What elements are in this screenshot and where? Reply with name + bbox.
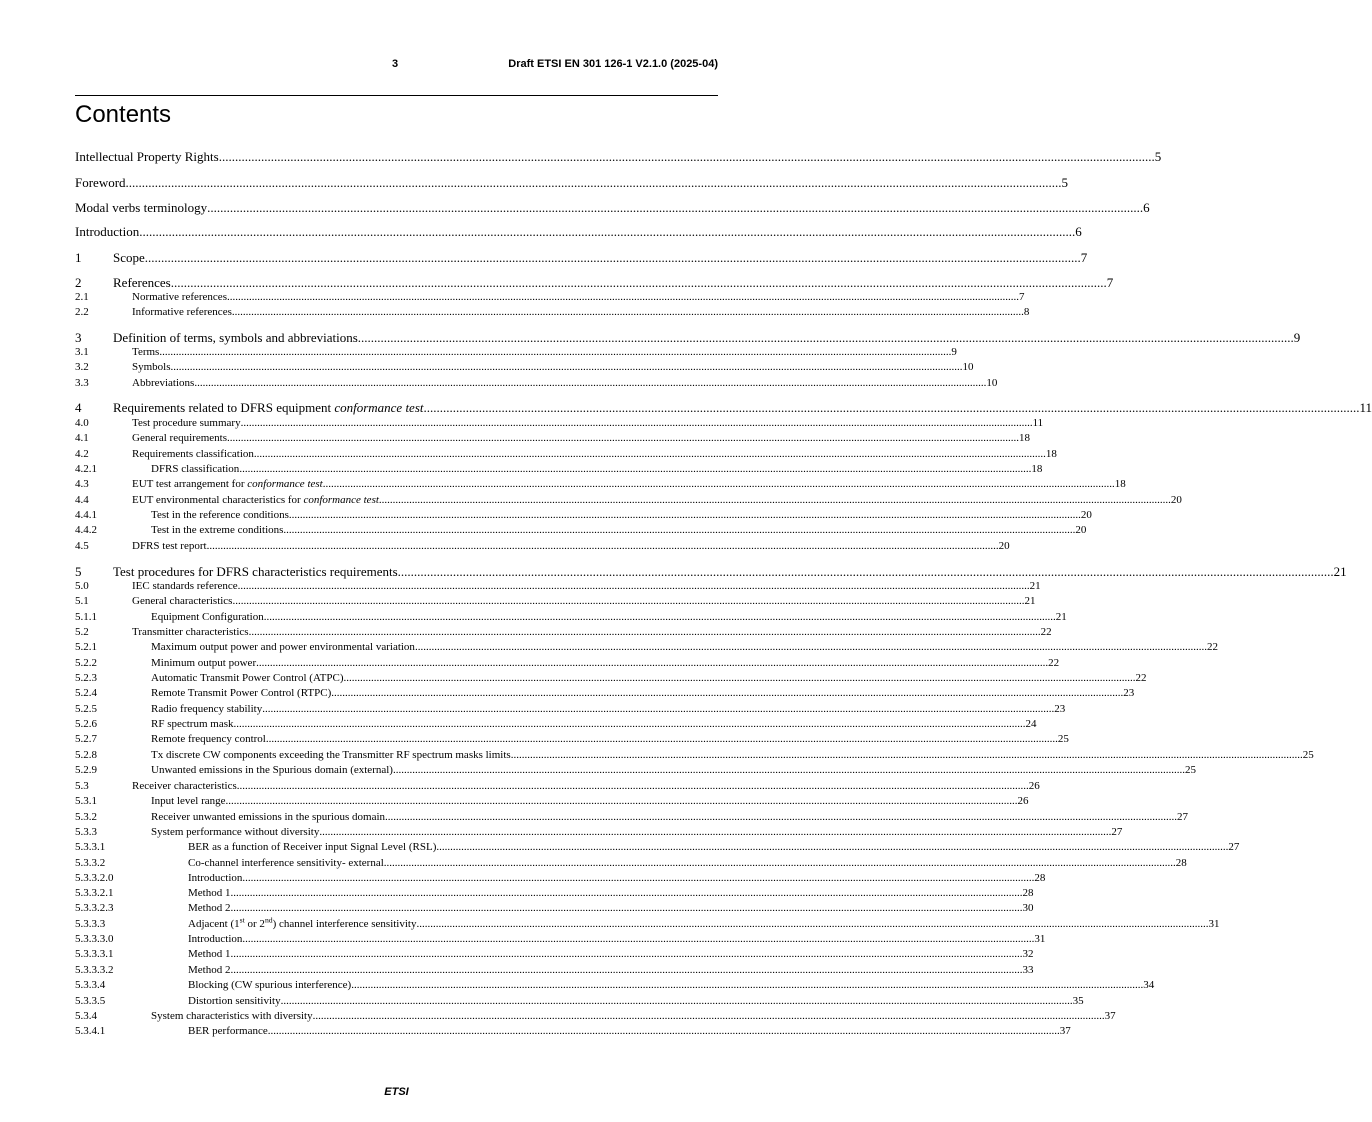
toc-entry[interactable] [75, 478, 1126, 490]
toc-leader-dots [436, 841, 1228, 853]
toc-title: Unwanted emissions in the Spurious domain (external) [151, 764, 393, 776]
toc-page-number: 9 [951, 346, 957, 358]
toc-leader-dots [262, 703, 1054, 715]
toc-leader-dots [313, 1010, 1105, 1022]
toc-page-number: 34 [1143, 979, 1155, 991]
toc-number: 4.3 [75, 478, 89, 490]
toc-leader-dots [266, 733, 1058, 745]
toc-number: 4.2.1 [75, 463, 97, 475]
toc-leader-dots [207, 540, 999, 552]
toc-entry[interactable] [75, 872, 1046, 884]
toc-number: 2.1 [75, 291, 89, 303]
toc-page-number: 6 [1075, 224, 1082, 239]
toc-leader-dots [226, 795, 1018, 807]
toc-page-number: 37 [1059, 1025, 1071, 1037]
toc-entry[interactable] [75, 841, 1240, 853]
toc-number: 5.3.3.3.1 [75, 948, 114, 960]
toc-leader-dots [145, 250, 1081, 266]
toc-title: RF spectrum mask [151, 718, 234, 730]
toc-entry[interactable] [75, 540, 1010, 552]
toc-entry[interactable] [75, 175, 1069, 191]
toc-entry[interactable] [75, 250, 1088, 266]
toc-page-number: 21 [1029, 580, 1041, 592]
toc-page-number: 21 [1024, 595, 1036, 607]
toc-title: Normative references [132, 291, 227, 303]
toc-title: Method 2 [188, 964, 231, 976]
toc-leader-dots [416, 918, 1208, 930]
toc-title: Co-channel interference sensitivity- external [188, 857, 384, 869]
toc-entry[interactable] [75, 811, 1189, 823]
toc-title: Modal verbs terminology [75, 200, 208, 215]
toc-entry[interactable] [75, 641, 1218, 653]
toc-title: DFRS classification [151, 463, 240, 475]
toc-page-number: 26 [1028, 780, 1040, 792]
toc-entry[interactable] [75, 400, 1372, 416]
toc-entry[interactable] [75, 948, 1034, 960]
toc-leader-dots [230, 887, 1022, 899]
toc-entry[interactable] [75, 933, 1046, 945]
toc-entry[interactable] [75, 346, 957, 358]
toc-page-number: 10 [962, 361, 974, 373]
toc-page-number: 18 [1018, 432, 1030, 444]
toc-title: IEC standards reference [132, 580, 238, 592]
toc-number: 5.3.3 [75, 826, 97, 838]
toc-leader-dots [351, 979, 1143, 991]
toc-page-number: 22 [1048, 657, 1060, 669]
toc-number: 4.4.2 [75, 524, 97, 536]
toc-leader-dots [194, 377, 986, 389]
toc-entry[interactable] [75, 361, 974, 373]
toc-page-number: 25 [1184, 764, 1196, 776]
toc-title: References [113, 275, 171, 290]
toc-entry[interactable] [75, 995, 1084, 1007]
toc-title: Foreword [75, 175, 126, 190]
toc-entry[interactable] [75, 200, 1150, 216]
toc-page-number: 7 [1106, 275, 1114, 290]
toc-page-number: 5 [1154, 149, 1162, 164]
toc-entry[interactable] [75, 780, 1040, 792]
toc-entry[interactable] [75, 1025, 1071, 1037]
toc-leader-dots [281, 995, 1073, 1007]
toc-entry[interactable] [75, 733, 1069, 745]
toc-number: 5.3.3.2.3 [75, 902, 114, 914]
toc-leader-dots [254, 448, 1046, 460]
toc-title: Transmitter characteristics [132, 626, 249, 638]
toc-title: Radio frequency stability [151, 703, 263, 715]
toc-number: 5.2.2 [75, 657, 97, 669]
toc-title: EUT environmental characteristics for conformance test [132, 494, 379, 506]
toc-number: 5.2.8 [75, 749, 97, 761]
toc-number: 5.0 [75, 580, 89, 592]
toc-title: Symbols [132, 361, 171, 373]
toc-leader-dots [242, 872, 1034, 884]
toc-leader-dots [379, 494, 1171, 506]
toc-entry[interactable] [75, 494, 1182, 506]
toc-page-number: 22 [1206, 641, 1218, 653]
toc-title: Abbreviations [132, 377, 195, 389]
toc-number: 3 [75, 330, 82, 345]
toc-number: 5.3 [75, 780, 89, 792]
toc-page-number: 10 [986, 377, 998, 389]
toc-page-number: 20 [1075, 524, 1087, 536]
toc-entry[interactable] [75, 915, 1220, 930]
toc-page-number: 28 [1175, 857, 1187, 869]
toc-leader-dots [256, 657, 1048, 669]
toc-leader-dots [268, 1025, 1060, 1037]
header-rule [75, 95, 718, 96]
toc-number: 5.3.3.3.0 [75, 933, 114, 945]
toc-page-number: 22 [1135, 672, 1147, 684]
toc-page-number: 11 [1359, 400, 1372, 415]
toc-page-number: 37 [1104, 1010, 1116, 1022]
toc-page-number: 24 [1025, 718, 1037, 730]
toc-entry[interactable] [75, 306, 1030, 318]
toc-leader-dots [238, 580, 1030, 592]
toc-leader-dots [207, 200, 1143, 216]
toc-number: 2 [75, 275, 82, 290]
toc-entry[interactable] [75, 509, 1092, 521]
toc-leader-dots [227, 291, 1019, 303]
toc-number: 5.3.3.1 [75, 841, 106, 853]
toc-leader-dots [385, 811, 1177, 823]
toc-leader-dots [159, 346, 951, 358]
toc-entry[interactable] [75, 764, 1196, 776]
toc-leader-dots [289, 509, 1081, 521]
toc-page-number: 31 [1208, 918, 1220, 930]
toc-entry[interactable] [75, 1010, 1116, 1022]
toc-number: 5.3.2 [75, 811, 97, 823]
toc-entry[interactable] [75, 611, 1067, 623]
page-number: 3 [392, 58, 399, 70]
toc-title: General characteristics [132, 595, 233, 607]
toc-entry[interactable] [75, 149, 1162, 165]
toc-entry[interactable] [75, 749, 1314, 761]
toc-number: 3.3 [75, 377, 89, 389]
toc-title: Intellectual Property Rights [75, 149, 219, 164]
toc-title: Automatic Transmit Power Control (ATPC) [151, 672, 344, 684]
toc-entry[interactable] [75, 857, 1187, 869]
toc-number: 4.2 [75, 448, 89, 460]
toc-page-number: 30 [1022, 902, 1034, 914]
toc-page-number: 32 [1022, 948, 1034, 960]
toc-title: System performance without diversity [151, 826, 320, 838]
toc-number: 1 [75, 250, 82, 265]
toc-number: 5.3.3.2 [75, 857, 106, 869]
toc-leader-dots [319, 826, 1111, 838]
toc-page-number: 33 [1022, 964, 1034, 976]
toc-title: Adjacent (1st or 2nd) channel interference sensitivity [188, 915, 417, 930]
toc-entry[interactable] [75, 224, 1082, 240]
toc-page-number: 23 [1054, 703, 1066, 715]
toc-number: 5.2.9 [75, 764, 97, 776]
toc-entry[interactable] [75, 687, 1135, 699]
toc-page-number: 27 [1111, 826, 1123, 838]
toc-number: 3.2 [75, 361, 89, 373]
toc-entry[interactable] [75, 672, 1147, 684]
toc-number: 5.2.3 [75, 672, 97, 684]
toc-leader-dots [415, 641, 1207, 653]
toc-page-number: 20 [1170, 494, 1182, 506]
toc-leader-dots [331, 687, 1123, 699]
toc-number: 5.3.4 [75, 1010, 97, 1022]
toc-page-number: 35 [1072, 995, 1084, 1007]
toc-page-number: 18 [1045, 448, 1057, 460]
toc-title-italic: conformance test [247, 478, 323, 490]
toc-number: 5.3.3.2.1 [75, 887, 114, 899]
toc-number: 5.2.1 [75, 641, 97, 653]
toc-leader-dots [398, 564, 1334, 580]
toc-title: Method 1 [188, 948, 231, 960]
toc-number: 5.3.3.5 [75, 995, 106, 1007]
toc-title: Input level range [151, 795, 226, 807]
toc-entry[interactable] [75, 291, 1025, 303]
toc-number: 2.2 [75, 306, 89, 318]
toc-page-number: 23 [1123, 687, 1135, 699]
toc-number: 3.1 [75, 346, 89, 358]
toc-leader-dots [424, 400, 1360, 416]
toc-leader-dots [249, 626, 1041, 638]
toc-page-number: 5 [1061, 175, 1069, 190]
toc-title-italic: conformance test [334, 400, 424, 415]
toc-entry[interactable] [75, 626, 1052, 638]
toc-page-number: 6 [1143, 200, 1150, 215]
toc-entry[interactable] [75, 524, 1087, 536]
toc-number: 5.2.4 [75, 687, 97, 699]
toc-title: System characteristics with diversity [151, 1010, 313, 1022]
toc-title: Tx discrete CW components exceeding the Transmitter RF spectrum masks limits [151, 749, 511, 761]
toc-leader-dots [323, 478, 1115, 490]
toc-title: Requirements related to DFRS equipment conformance test [113, 400, 424, 415]
toc-number: 5.3.3.2.0 [75, 872, 114, 884]
toc-page-number: 11 [1032, 417, 1044, 429]
toc-leader-dots [241, 417, 1033, 429]
toc-number: 4.4.1 [75, 509, 97, 521]
toc-entry[interactable] [75, 417, 1044, 429]
toc-title: Introduction [75, 224, 140, 239]
toc-title: DFRS test report [132, 540, 207, 552]
toc-number: 5.2.7 [75, 733, 97, 745]
toc-leader-dots [230, 902, 1022, 914]
toc-page-number: 20 [1080, 509, 1092, 521]
toc-entry[interactable] [75, 564, 1347, 580]
toc-number: 5.2.6 [75, 718, 97, 730]
toc-number: 5.2.5 [75, 703, 97, 715]
toc-leader-dots [264, 611, 1056, 623]
toc-entry[interactable] [75, 718, 1037, 730]
toc-entry[interactable] [75, 275, 1114, 291]
toc-title: Receiver characteristics [132, 780, 237, 792]
toc-page-number: 28 [1022, 887, 1034, 899]
toc-title: Distortion sensitivity [188, 995, 281, 1007]
toc-page-number: 25 [1302, 749, 1314, 761]
toc-title: General requirements [132, 432, 227, 444]
page-title: Contents [75, 101, 172, 128]
toc-page-number: 7 [1018, 291, 1025, 303]
toc-leader-dots [230, 964, 1022, 976]
toc-leader-dots [230, 948, 1022, 960]
toc-leader-dots [239, 463, 1031, 475]
toc-leader-dots [358, 330, 1294, 346]
toc-page-number: 9 [1293, 330, 1301, 345]
toc-page-number: 26 [1017, 795, 1029, 807]
toc-number: 5.2 [75, 626, 89, 638]
toc-number: 5.1.1 [75, 611, 97, 623]
toc-page-number: 27 [1177, 811, 1189, 823]
toc-page-number: 20 [998, 540, 1010, 552]
toc-title: Introduction [188, 872, 243, 884]
toc-leader-dots [511, 749, 1303, 761]
toc-page-number: 21 [1333, 564, 1347, 579]
toc-title: Equipment Configuration [151, 611, 264, 623]
toc-number: 5.3.3.3 [75, 918, 106, 930]
toc-leader-dots [234, 718, 1026, 730]
toc-leader-dots [344, 672, 1136, 684]
toc-leader-dots [126, 175, 1062, 191]
toc-page-number: 22 [1040, 626, 1052, 638]
toc-page-number: 21 [1055, 611, 1067, 623]
toc-entry[interactable] [75, 902, 1034, 914]
toc-page-number: 31 [1034, 933, 1046, 945]
toc-leader-dots [232, 306, 1024, 318]
toc-title: Blocking (CW spurious interference) [188, 979, 352, 991]
toc-entry[interactable] [75, 377, 998, 389]
toc-leader-dots [171, 275, 1107, 291]
toc-page-number: 8 [1023, 306, 1030, 318]
toc-page-number: 25 [1057, 733, 1069, 745]
toc-title: Introduction [188, 933, 243, 945]
toc-leader-dots [139, 224, 1075, 240]
toc-title: Test in the extreme conditions [151, 524, 284, 536]
toc-number: 5.3.3.4 [75, 979, 106, 991]
toc-leader-dots [242, 933, 1034, 945]
toc-number: 5.3.4.1 [75, 1025, 106, 1037]
toc-title: Method 1 [188, 887, 231, 899]
toc-page-number: 18 [1031, 463, 1043, 475]
toc-title: Minimum output power [151, 657, 257, 669]
toc-title: Scope [113, 250, 145, 265]
toc-entry[interactable] [75, 826, 1123, 838]
toc-page-number: 28 [1034, 872, 1046, 884]
toc-entry[interactable] [75, 964, 1034, 976]
toc-entry[interactable] [75, 887, 1034, 899]
toc-title: Remote Transmit Power Control (RTPC) [151, 687, 332, 699]
toc-title: Test in the reference conditions [151, 509, 289, 521]
toc-page-number: 18 [1114, 478, 1126, 490]
toc-leader-dots [237, 780, 1029, 792]
toc-number: 4.4 [75, 494, 89, 506]
toc-title: Method 2 [188, 902, 231, 914]
toc-page-number: 27 [1228, 841, 1240, 853]
toc-number: 5.1 [75, 595, 89, 607]
toc-number: 5 [75, 564, 82, 579]
toc-entry[interactable] [75, 432, 1030, 444]
toc-title: Remote frequency control [151, 733, 266, 745]
toc-title: Test procedures for DFRS characteristics requirements [113, 564, 398, 579]
toc-title: EUT test arrangement for conformance test [132, 478, 323, 490]
toc-number: 5.3.3.3.2 [75, 964, 114, 976]
toc-number: 5.3.1 [75, 795, 97, 807]
toc-entry[interactable] [75, 657, 1060, 669]
toc-title: Maximum output power and power environmental variation [151, 641, 415, 653]
toc-title: BER as a function of Receiver input Signal Level (RSL) [188, 841, 437, 853]
toc-entry[interactable] [75, 595, 1036, 607]
toc-number: 4.0 [75, 417, 89, 429]
toc-entry[interactable] [75, 330, 1301, 346]
toc-entry[interactable] [75, 795, 1029, 807]
toc-title: Definition of terms, symbols and abbreviations [113, 330, 358, 345]
toc-title: Terms [132, 346, 160, 358]
toc-entry[interactable] [75, 580, 1041, 592]
toc-title: Informative references [132, 306, 232, 318]
toc-entry[interactable] [75, 463, 1043, 475]
toc-entry[interactable] [75, 979, 1155, 991]
toc-title: Test procedure summary [132, 417, 241, 429]
toc-number: 4.1 [75, 432, 89, 444]
toc-leader-dots [384, 857, 1176, 869]
toc-title: BER performance [188, 1025, 268, 1037]
toc-title: Requirements classification [132, 448, 254, 460]
toc-leader-dots [232, 595, 1024, 607]
toc-leader-dots [219, 149, 1155, 165]
toc-title-italic: conformance test [303, 494, 379, 506]
toc-leader-dots [171, 361, 963, 373]
toc-leader-dots [227, 432, 1019, 444]
toc-entry[interactable] [75, 703, 1066, 715]
footer-etsi: ETSI [384, 1086, 409, 1098]
document-id: Draft ETSI EN 301 126-1 V2.1.0 (2025-04) [508, 58, 718, 70]
toc-leader-dots [393, 764, 1185, 776]
toc-number: 4 [75, 400, 82, 415]
toc-entry[interactable] [75, 448, 1057, 460]
toc-title: Receiver unwanted emissions in the spurious domain [151, 811, 386, 823]
toc-page-number: 7 [1080, 250, 1088, 265]
toc-number: 4.5 [75, 540, 89, 552]
toc-leader-dots [283, 524, 1075, 536]
